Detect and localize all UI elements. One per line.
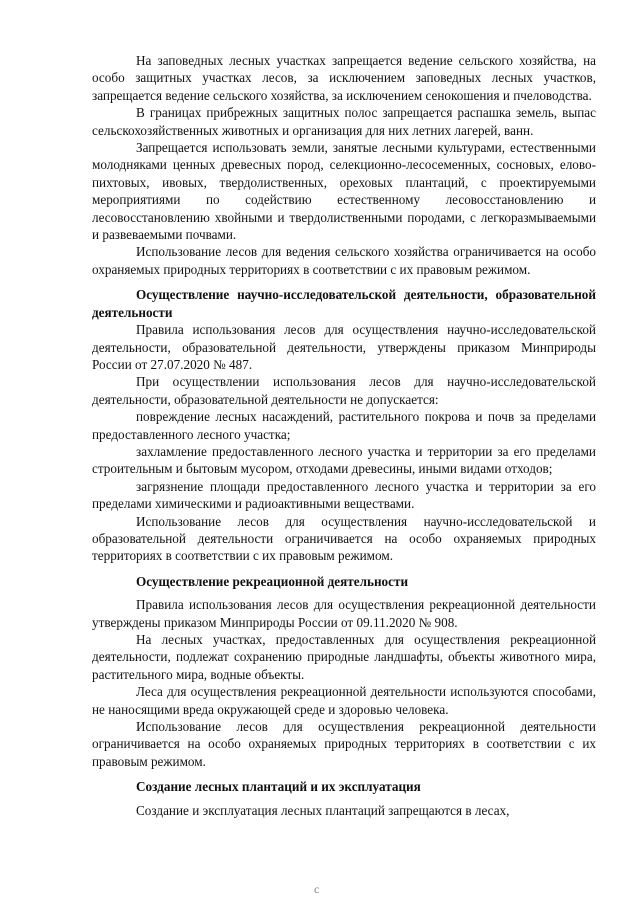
paragraph: Запрещается использовать земли, занятые лесными культурами, естественными молодняками ценных древесных пород, селекционно-лесосеменных, сосновых, елово-пихтовых, ивовых, твердолиственных, ореховых плантаций, с проектируемыми мероприятиями по содействию естественному лесовосстановлению и лесовосстановлению хвойными и твердолиственными породами, с легкоразмываемыми и развеваемыми почвами. [92, 140, 596, 243]
paragraph: На лесных участках, предоставленных для осуществления рекреационной деятельности, подлежат сохранению природные ландшафты, объекты животного мира, растительного мира, водные объекты. [92, 632, 596, 682]
paragraph: Правила использования лесов для осуществления рекреационной деятельности утверждены приказом Минприроды России от 09.11.2020 № 908. [92, 597, 596, 630]
paragraph: Использование лесов для осуществления научно-исследовательской и образовательной деятельности ограничивается на особо охраняемых природных территориях в соответствии с их правовым режимом. [92, 513, 596, 564]
paragraph: В границах прибрежных защитных полос запрещается распашка земель, выпас сельскохозяйственных животных и организация для них летних лагерей, ванн. [92, 105, 596, 138]
list-item: захламление предоставленного лесного участка и территории за его пределами строительным и бытовым мусором, отходами древесины, иными видами отходов; [92, 443, 596, 477]
paragraph: Создание и эксплуатация лесных плантаций запрещаются в лесах, [136, 802, 510, 818]
document-body [92, 52, 596, 819]
list-item: загрязнение площади предоставленного лесного участка и территории за его пределами химическими и радиоактивными веществами. [92, 478, 596, 512]
paragraph: Правила использования лесов для осуществления научно-исследовательской деятельности, образовательной деятельности, утверждены приказом Минприроды России от 27.07.2020 № 487. [92, 322, 596, 372]
paragraph: При осуществлении использования лесов для научно-исследовательской деятельности, образовательной деятельности не допускается: [92, 374, 596, 407]
section-heading-plantations: Создание лесных плантаций и их эксплуатация [136, 779, 421, 795]
section-heading-research: Осуществление научно-исследовательской деятельности, образовательной деятельности [92, 287, 596, 320]
paragraph: Использование лесов для осуществления рекреационной деятельности ограничивается на особо охраняемых природных территориях в соответствии с их правовым режимом. [92, 719, 596, 769]
section-heading-recreation: Осуществление рекреационной деятельности [136, 573, 409, 589]
paragraph: Леса для осуществления рекреационной деятельности используются способами, не наносящими вреда окружающей среде и здоровью человека. [92, 684, 596, 717]
paragraph: На заповедных лесных участках запрещается ведение сельского хозяйства, на особо защитных участках лесов, за исключением заповедных лесных участков, запрещается ведение сельского хозяйства, за исключением сенокошения и пчеловодства. [92, 53, 596, 103]
paragraph: Использование лесов для ведения сельского хозяйства ограничивается на особо охраняемых природных территориях в соответствии с их правовым режимом. [92, 244, 596, 277]
page-mark: с [314, 882, 320, 896]
list-item: повреждение лесных насаждений, растительного покрова и почв за пределами предоставленного лесного участка; [92, 409, 596, 442]
